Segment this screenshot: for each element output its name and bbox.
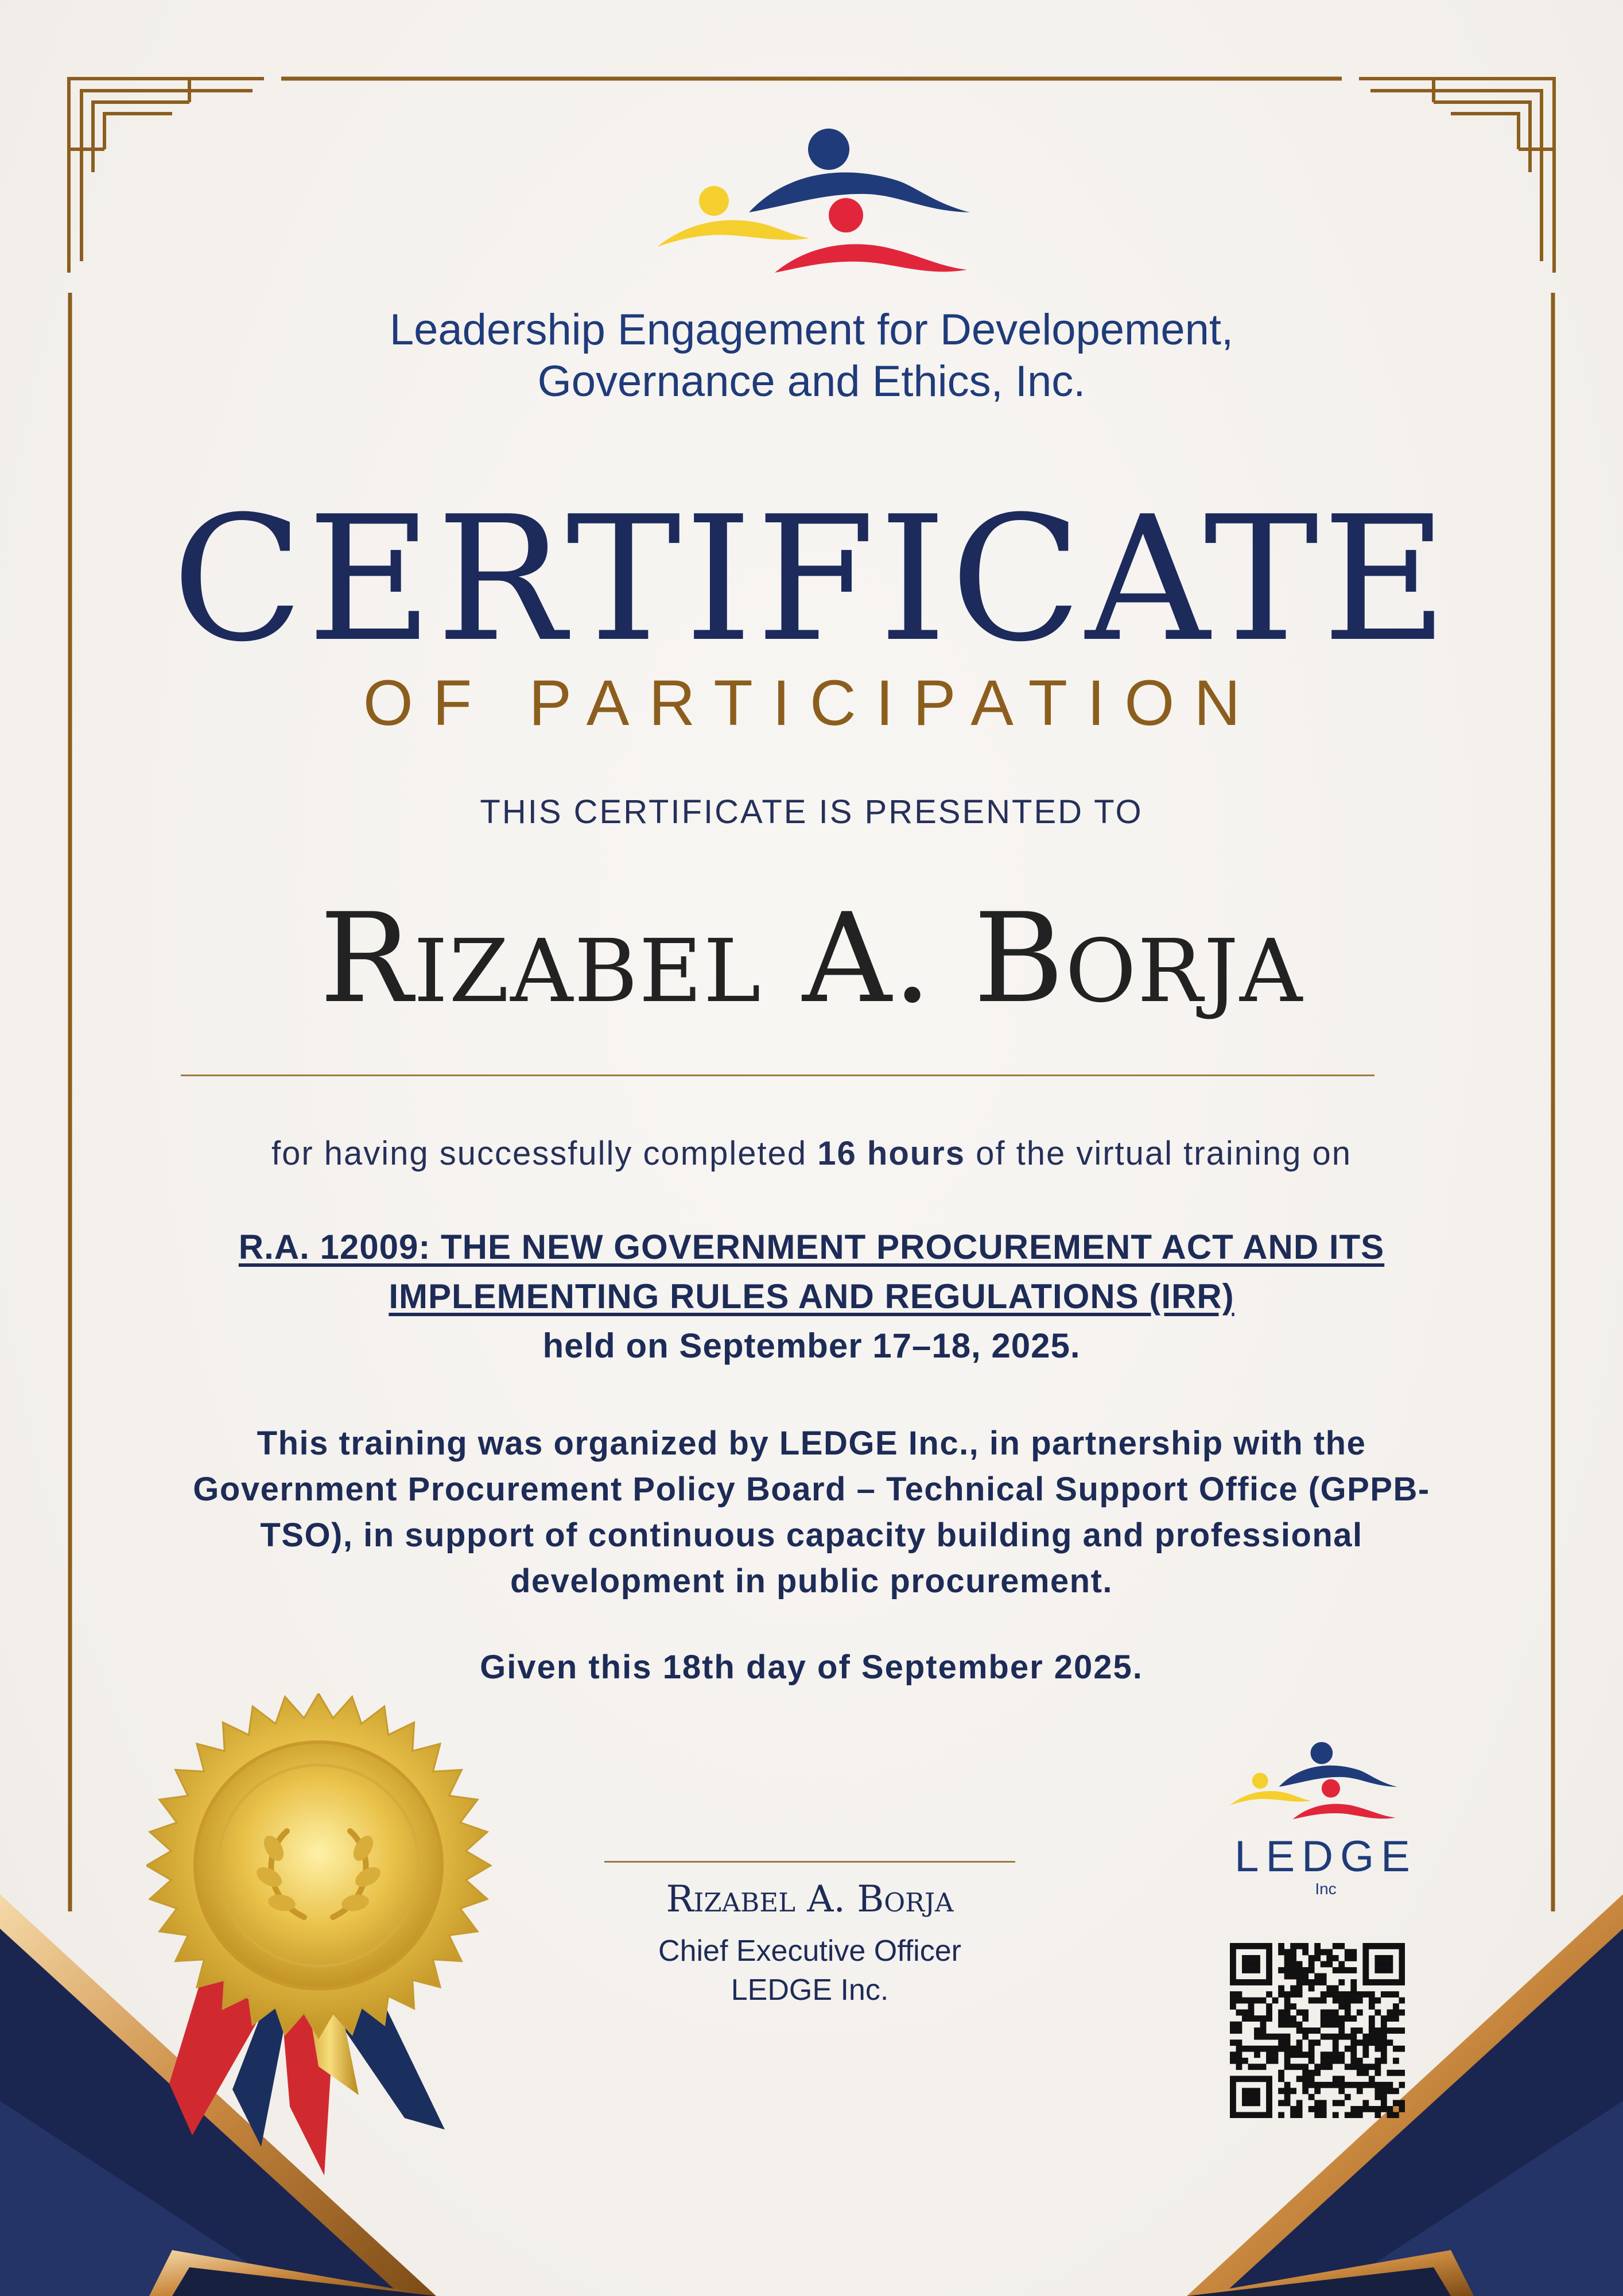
course-title-line1: R.A. 12009: THE NEW GOVERNMENT PROCUREMENT ACT AND ITS — [238, 1228, 1385, 1266]
completion-prefix: for having successfully completed — [271, 1135, 818, 1172]
course-title-line2: IMPLEMENTING RULES AND REGULATIONS (IRR) — [389, 1277, 1234, 1316]
recipient-name: Rizabel A. Borja — [319, 886, 1304, 1030]
given-date: Given this 18th day of September 2025. — [480, 1649, 1143, 1686]
ledge-wordmark: LEDGE — [1234, 1832, 1417, 1881]
completion-suffix: of the virtual training on — [965, 1135, 1352, 1172]
recipient-underline — [181, 1075, 1374, 1076]
qr-code-icon[interactable] — [1230, 1943, 1405, 2118]
organization-name-line1: Leadership Engagement for Developement, — [389, 305, 1234, 354]
gold-seal-icon — [146, 1693, 496, 2187]
organized-statement: This training was organized by LEDGE Inc., in partnership with the Government Procurement Policy Board – Technical Support Office (GPPB-TSO), in support of continuous capacity building and professional development in public procurement. — [193, 1425, 1430, 1600]
organization-logo — [654, 126, 976, 281]
training-hours: 16 hours — [817, 1135, 966, 1172]
signature-line — [604, 1861, 1015, 1863]
certificate-title: CERTIFICATE — [172, 479, 1451, 680]
signatory-organization: LEDGE Inc. — [731, 1973, 889, 2007]
certificate-subtitle: OF PARTICIPATION — [363, 667, 1260, 739]
organization-name-line2: Governance and Ethics, Inc. — [537, 357, 1086, 406]
course-block — [0, 1223, 1623, 1371]
signatory-title — [576, 1932, 1044, 2010]
completion-statement — [0, 1134, 1623, 1174]
presented-to-label: THIS CERTIFICATE IS PRESENTED TO — [480, 793, 1143, 831]
signatory-name: Rizabel A. Borja — [666, 1878, 954, 1921]
ledge-inc-label: Inc — [1315, 1880, 1337, 1898]
held-on-date: held on September 17–18, 2025. — [542, 1327, 1081, 1365]
ledge-logo-icon — [1228, 1739, 1400, 1825]
organization-name — [0, 304, 1623, 408]
signatory-role: Chief Executive Officer — [658, 1934, 961, 1968]
